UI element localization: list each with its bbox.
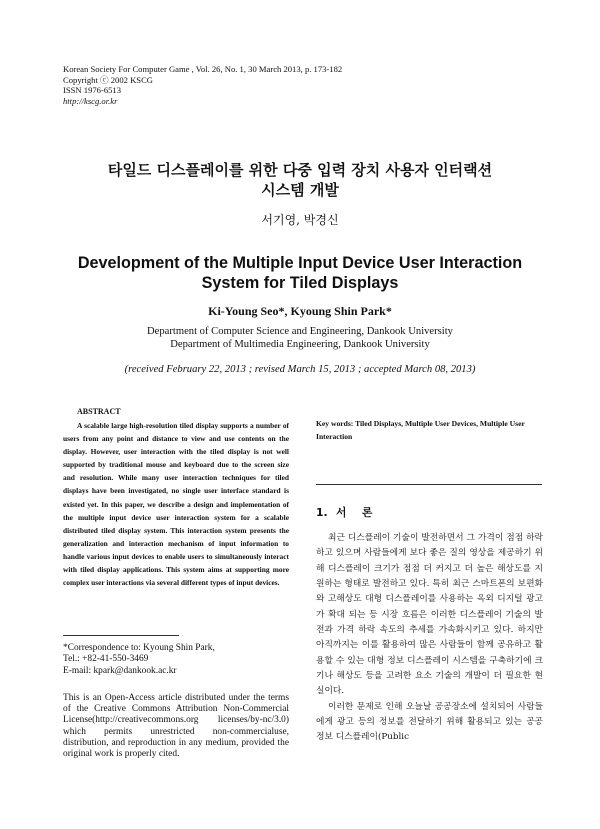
- korean-authors: 서기영, 박경신: [261, 213, 339, 227]
- copyright-line: Copyright ⓒ 2002 KSCG: [63, 74, 154, 85]
- affiliation-2: Department of Multimedia Engineering, Dankook University: [170, 339, 430, 350]
- introduction-body: [316, 531, 543, 746]
- keywords: Key words: Tiled Displays, Multiple User Devices, Multiple User Interaction: [316, 419, 525, 441]
- abstract-body: [63, 419, 289, 589]
- correspondence-name: *Correspondence to: Kyoung Shin Park,: [63, 643, 215, 653]
- abstract-heading: ABSTRACT: [77, 407, 121, 416]
- section-number: 1.: [316, 506, 328, 519]
- journal-url-link[interactable]: http://kscg.or.kr: [63, 95, 118, 106]
- english-authors: Ki-Young Seo*, Kyoung Shin Park*: [208, 304, 392, 318]
- abstract-text: A scalable large high-resolution tiled display supports a number of users from any point and distance to view and use contents on the display. However, user interaction with the tiled display is not well supported by traditional mouse and keyboard due to the screen size and resolution. While many user interaction techniques for tiled displays have been investigated, no single user interface standard is existed yet. In this paper, we describe a design and implementation of the multiple input device user interaction system for a scalable distributed tiled display system. This interaction system presents the generalization and interaction mechanism of input information to handle various input devices to enable users to simultaneously interact with tiled display applications. This system aims at supporting more complex user interactions via several different types of input devices.: [63, 421, 289, 588]
- correspondence-email: E-mail: kpark@dankook.ac.kr: [63, 665, 177, 676]
- body-paragraph-2: 이러한 문제로 인해 오늘날 공공장소에 설치되어 사람들에게 광고 등의 정보를 전달하기 위해 활용되고 있는 공공 정보 디스플레이(Public: [316, 701, 543, 743]
- journal-header: [63, 64, 342, 106]
- section-heading-introduction: [316, 505, 372, 520]
- english-title-line1: Development of the Multiple Input Device User Interaction: [77, 254, 523, 272]
- korean-title: [40, 160, 560, 200]
- korean-title-line1: 타일드 디스플레이를 위한 다중 입력 장치 사용자 인터랙션: [107, 161, 493, 179]
- open-access-notice: [63, 693, 289, 760]
- section-title-char2: 론: [362, 506, 373, 519]
- footnote-divider: [63, 635, 179, 636]
- affiliation-1: Department of Computer Science and Engineering, Dankook University: [147, 326, 453, 337]
- correspondence-block: [63, 643, 289, 677]
- korean-title-line2: 시스템 개발: [261, 181, 339, 199]
- open-access-text: This is an Open-Access article distributed under the terms of the Creative Commons Attribution Non-Commercial License(http://creativecommons.org licenses/by-nc/3.0) which permits unrestricted non-commercialuse, distribution, and reproduction in any medium, provided the original work is properly cited.: [63, 693, 289, 760]
- english-title-line2: System for Tiled Displays: [201, 274, 399, 292]
- section-title-char1: 서: [336, 506, 347, 519]
- issn-line: ISSN 1976-6513: [63, 85, 122, 96]
- affiliations: [40, 325, 560, 351]
- body-paragraph-1: 최근 디스플레이 기술이 발전하면서 그 가격이 점점 하락하고 있으며 사람들에게 보다 좋은 질의 영상을 제공하기 위해 디스플레이 크기가 점점 더 커지고 더 높은 해상도를 지원하는 형태로 발전하고 있다. 특히 최근 스마트폰의 보편화와 고해상도 대형 디스플레이를 사용하는 옥외 디지털 광고가 확대 되는 등 시장 흐름은 이러한 디스플레이 기술의 발전과 가격 하락 속도의 추세를 가속화시키고 있다. 하지만 아직까지는 이를 활용하여 많은 사람들이 함께 공유하고 활용할 수 있는 대형 정보 디스플레이 시스템을 구축하기에 크기나 해상도 등을 고려한 요소 기술의 개발이 더 필요한 현실이다.: [316, 533, 543, 697]
- keywords-divider: [316, 484, 542, 485]
- english-title: [40, 253, 560, 293]
- correspondence-tel: Tel.: +82-41-550-3469: [63, 654, 149, 665]
- journal-citation: Korean Society For Computer Game , Vol. 26, No. 1, 30 March 2013, p. 173-182: [63, 64, 343, 74]
- received-dates: (received February 22, 2013 ; revised March 15, 2013 ; accepted March 08, 2013): [124, 364, 476, 375]
